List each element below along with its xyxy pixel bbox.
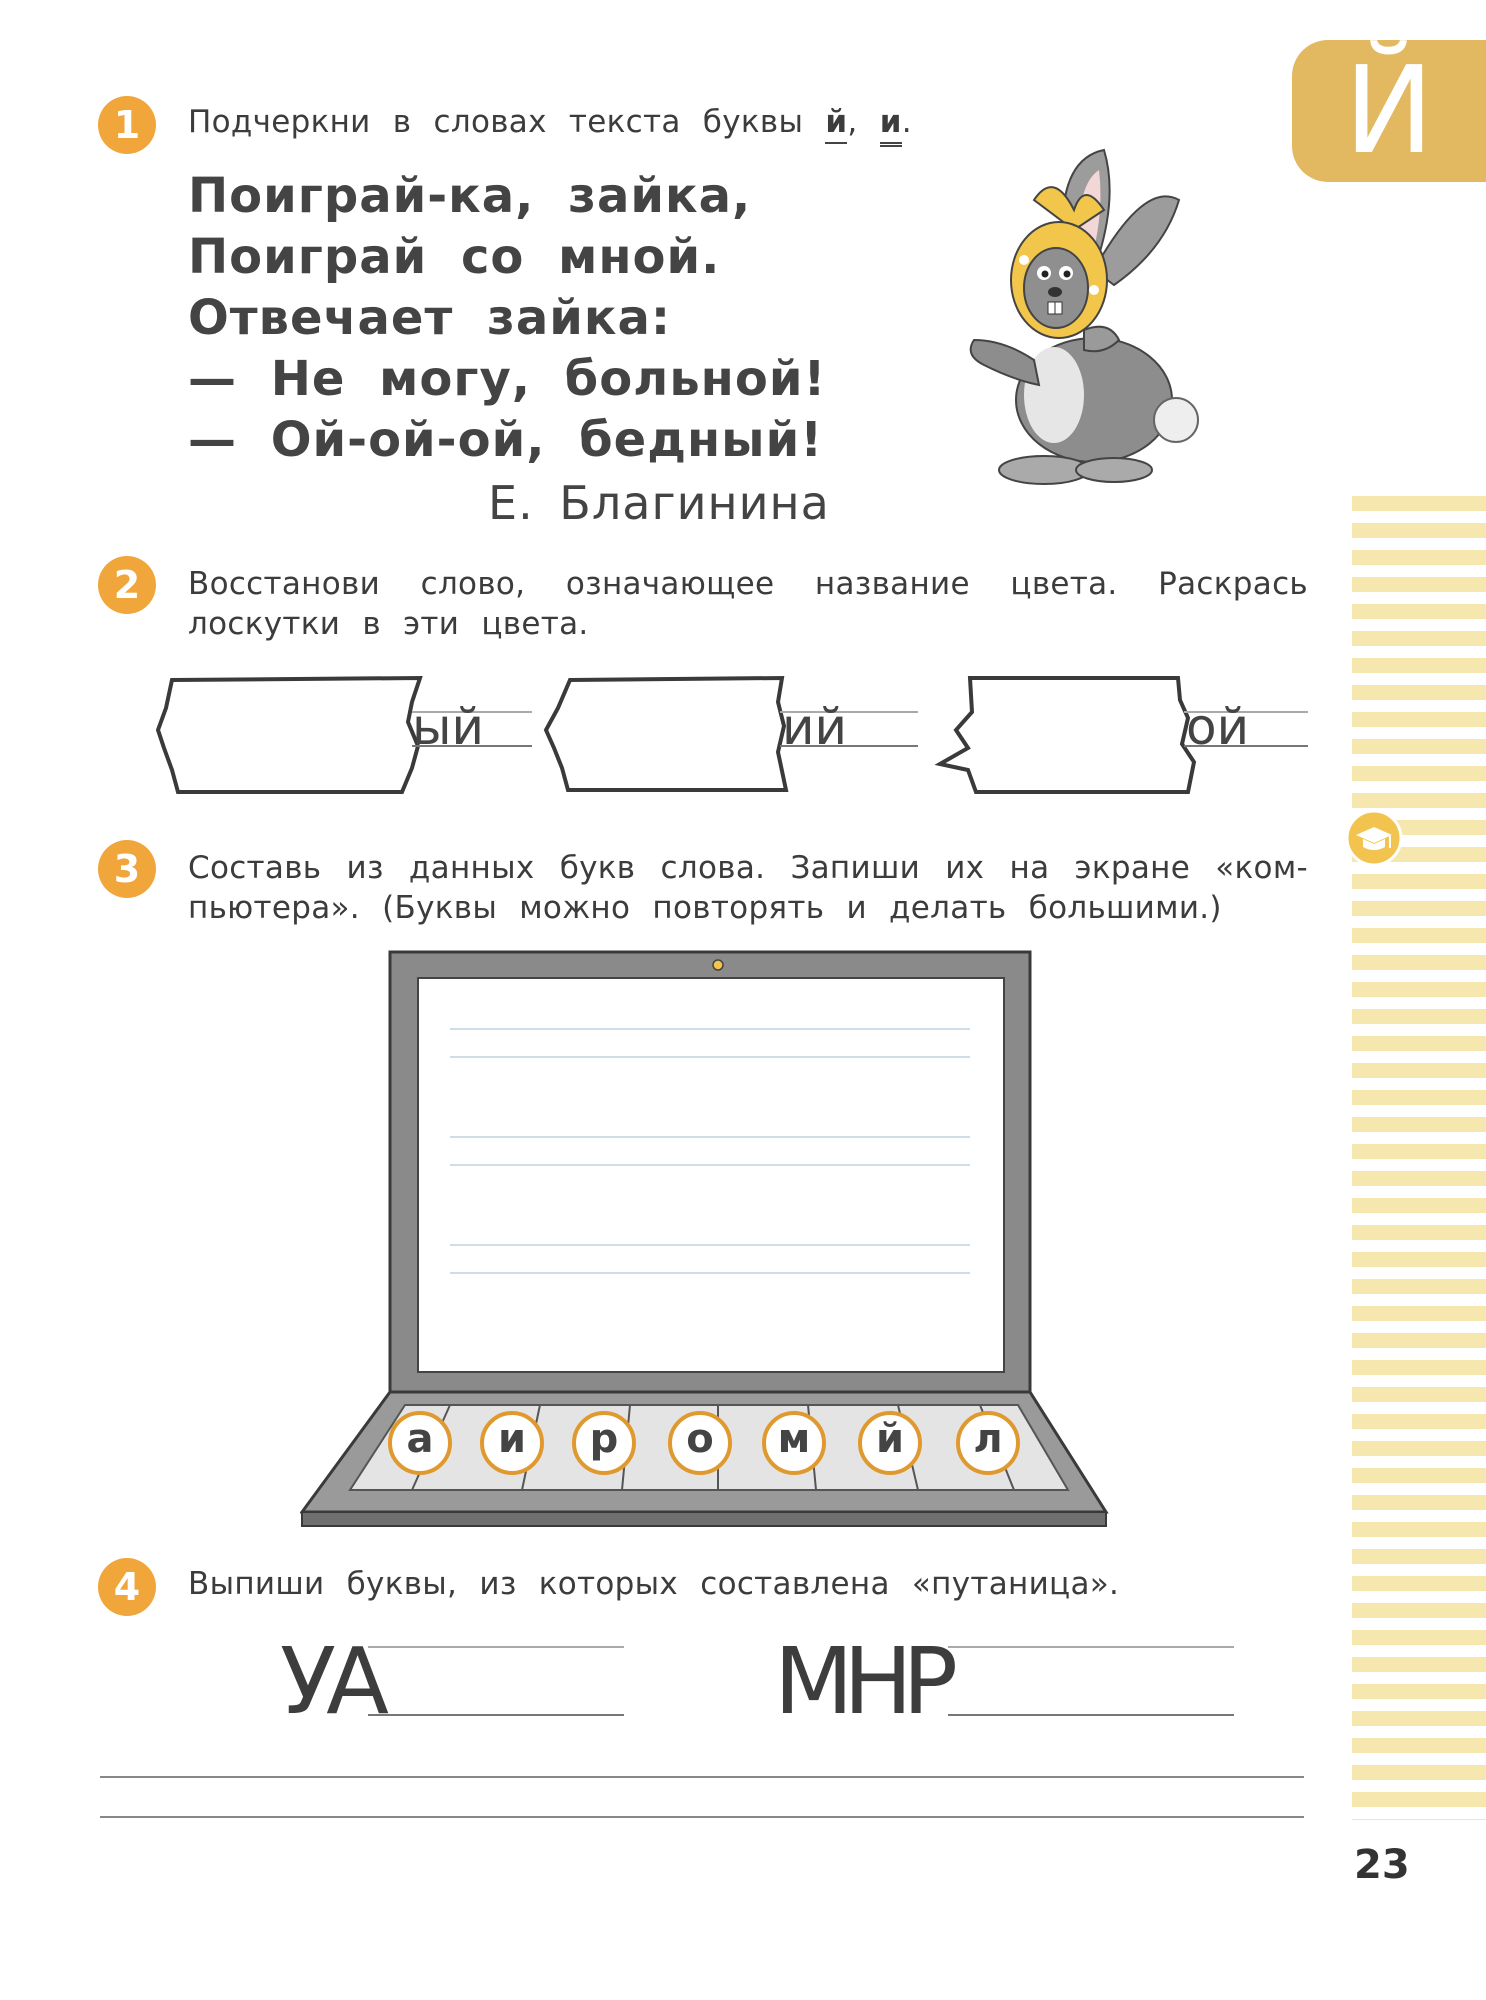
page-number: 23 bbox=[1354, 1842, 1410, 1888]
task-3-badge: 3 bbox=[98, 840, 156, 898]
task-4-badge: 4 bbox=[98, 1558, 156, 1616]
letter-tab bbox=[1292, 40, 1486, 182]
patch-1 bbox=[158, 678, 420, 792]
patch-row bbox=[150, 660, 1320, 810]
graduation-cap-icon bbox=[1344, 808, 1404, 868]
task-1-instruction: Подчеркни в словах текста буквы й, и. bbox=[188, 104, 912, 140]
task-4-instruction: Выпиши буквы, из которых составлена «путаница». bbox=[188, 1566, 1120, 1602]
letter-tab-label: Й bbox=[1344, 41, 1434, 181]
patch-2 bbox=[546, 678, 786, 790]
writing-line[interactable] bbox=[100, 1776, 1304, 1778]
puzzle-2: МНР bbox=[774, 1628, 949, 1735]
task-3-instruction: Составь из данных букв слова. Запиши их на экране «ком- пьютера». (Буквы можно повторять и делать большими.) bbox=[188, 850, 1308, 926]
key-a: а bbox=[406, 1416, 434, 1462]
stripe-panel bbox=[1352, 496, 1486, 1820]
poem bbox=[188, 166, 826, 471]
poem-author: Е. Благинина bbox=[488, 476, 830, 530]
task-1-badge: 1 bbox=[98, 96, 156, 154]
suffix-1: ый bbox=[412, 698, 484, 756]
answer-line[interactable] bbox=[368, 1714, 624, 1716]
bunny-illustration bbox=[944, 140, 1224, 500]
poem-line: Поиграй со мной. bbox=[188, 229, 721, 285]
key-y-short: й bbox=[875, 1416, 905, 1462]
answer-line[interactable] bbox=[368, 1646, 624, 1648]
poem-line: — Ой-ой-ой, бедный! bbox=[188, 412, 824, 468]
poem-line: Поиграй-ка, зайка, bbox=[188, 168, 752, 224]
key-m: м bbox=[777, 1416, 811, 1462]
answer-line[interactable] bbox=[948, 1646, 1234, 1648]
letter-y-short: й bbox=[825, 104, 847, 144]
key-r: р bbox=[589, 1416, 619, 1462]
writing-line[interactable] bbox=[100, 1816, 1304, 1818]
task-2-instruction: Восстанови слово, означающее название цвета. Раскрась лоскутки в эти цвета. bbox=[188, 566, 1308, 642]
puzzle-1: УА bbox=[280, 1628, 379, 1735]
task-2-badge: 2 bbox=[98, 556, 156, 614]
key-i: и bbox=[497, 1416, 527, 1462]
key-l: л bbox=[973, 1416, 1003, 1462]
poem-line: Отвечает зайка: bbox=[188, 290, 672, 346]
letter-i: и bbox=[880, 104, 902, 147]
suffix-3: ой bbox=[1186, 698, 1250, 756]
key-o: о bbox=[686, 1416, 714, 1462]
suffix-2: ий bbox=[782, 698, 847, 756]
poem-line: — Не могу, больной! bbox=[188, 351, 827, 407]
patch-3 bbox=[940, 678, 1194, 792]
answer-line[interactable] bbox=[948, 1714, 1234, 1716]
